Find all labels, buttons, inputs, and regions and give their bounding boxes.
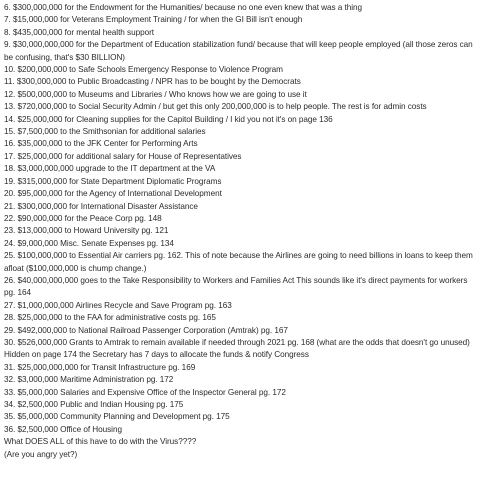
closing-aside <box>4 449 474 461</box>
item-10 <box>4 64 474 76</box>
item-29 <box>4 325 474 337</box>
item-30 <box>4 337 474 362</box>
item-22 <box>4 213 474 225</box>
item-34 <box>4 399 474 411</box>
item-text: (Are you angry yet?) <box>4 449 78 459</box>
item-text: 7. $15,000,000 for Veterans Employment Training / for when the GI Bill isn't enough <box>4 15 303 25</box>
item-36 <box>4 424 474 436</box>
item-33 <box>4 387 474 399</box>
item-text: 24. $9,000,000 Misc. Senate Expenses pg. 134 <box>4 238 174 248</box>
item-26 <box>4 275 474 300</box>
item-20 <box>4 188 474 200</box>
item-text: 26. $40,000,000,000 goes to the Take Responsibility to Workers and Families Act This sounds like it's direct payments for workers pg. 164 <box>4 275 468 298</box>
item-text: 15. $7,500,000 to the Smithsonian for additional salaries <box>4 127 206 137</box>
item-24 <box>4 238 474 250</box>
item-15 <box>4 126 474 138</box>
item-text: 18. $3,000,000,000 upgrade to the IT department at the VA <box>4 164 216 174</box>
item-8 <box>4 27 474 39</box>
item-text: 28. $25,000,000 to the FAA for administrative costs pg. 165 <box>4 313 216 323</box>
item-14 <box>4 114 474 126</box>
item-text: 8. $435,000,000 for mental health support <box>4 27 154 37</box>
item-31 <box>4 362 474 374</box>
item-6 <box>4 2 474 14</box>
item-28 <box>4 312 474 324</box>
item-text: 11. $300,000,000 to Public Broadcasting / NPR has to be bought by the Democrats <box>4 77 301 87</box>
item-text: 27. $1,000,000,000 Airlines Recycle and Save Program pg. 163 <box>4 300 232 310</box>
item-25 <box>4 250 474 275</box>
item-text: 36. $2,500,000 Office of Housing <box>4 424 122 434</box>
item-text: 12. $500,000,000 to Museums and Libraries / Who knows how we are going to use it <box>4 89 307 99</box>
item-9 <box>4 39 474 64</box>
item-11 <box>4 76 474 88</box>
item-text: 19. $315,000,000 for State Department Diplomatic Programs <box>4 176 222 186</box>
item-text: What DOES ALL of this have to do with the Virus???? <box>4 437 197 447</box>
item-text: 21. $300,000,000 for International Disaster Assistance <box>4 201 198 211</box>
item-19 <box>4 176 474 188</box>
item-16 <box>4 138 474 150</box>
item-text: 25. $100,000,000 to Essential Air carriers pg. 162. This of note because the Airlines are going to need billions in loans to keep them afloat ($100,000,000 is chump change.) <box>4 251 473 273</box>
item-text: 35. $5,000,000 Community Planning and Development pg. 175 <box>4 412 230 422</box>
item-text: 23. $13,000,000 to Howard University pg. 121 <box>4 226 169 236</box>
item-text: 30. $526,000,000 Grants to Amtrak to remain available if needed through 2021 pg. 168 (what are the odds that doesn't go unused) Hidden on page 174 the Secretary has 7 days to allocate the funds & notify Congress <box>4 337 470 360</box>
item-12 <box>4 89 474 101</box>
item-17 <box>4 151 474 163</box>
item-text: 34. $2,500,000 Public and Indian Housing pg. 175 <box>4 400 184 409</box>
item-text: 20. $95,000,000 for the Agency of International Development <box>4 189 222 199</box>
item-text: 29. $492,000,000 to National Railroad Passenger Corporation (Amtrak) pg. 167 <box>4 325 288 335</box>
closing-question <box>4 436 474 448</box>
item-text: 31. $25,000,000,000 for Transit Infrastructure pg. 169 <box>4 362 196 372</box>
item-text: 17. $25,000,000 for additional salary for House of Representatives <box>4 151 242 161</box>
item-7 <box>4 14 474 26</box>
item-18 <box>4 163 474 175</box>
item-text: 22. $90,000,000 for the Peace Corp pg. 148 <box>4 213 162 223</box>
item-13 <box>4 101 474 113</box>
item-text: 33. $5,000,000 Salaries and Expensive Office of the Inspector General pg. 172 <box>4 387 286 397</box>
item-text: 6. $300,000,000 for the Endowment for the Humanities/ because no one even knew that was a thing <box>4 3 363 12</box>
item-text: 9. $30,000,000,000 for the Department of Education stabilization fund/ because that will keep people employed (all those zeros can be confusing, that's $30 BILLION) <box>4 40 473 62</box>
document-text <box>4 2 474 461</box>
item-23 <box>4 225 474 237</box>
item-35 <box>4 411 474 423</box>
item-text: 32. $3,000,000 Maritime Administration pg. 172 <box>4 375 174 385</box>
item-text: 10. $200,000,000 to Safe Schools Emergency Response to Violence Program <box>4 65 283 75</box>
item-32 <box>4 374 474 386</box>
item-text: 13. $720,000,000 to Social Security Admin / but get this only 200,000,000 is to help people. The rest is for admin costs <box>4 102 427 112</box>
item-text: 14. $25,000,000 for Cleaning supplies for the Capitol Building / I kid you not it's on page 136 <box>4 114 333 124</box>
item-text: 16. $35,000,000 to the JFK Center for Performing Arts <box>4 139 198 149</box>
item-21 <box>4 201 474 213</box>
item-27 <box>4 300 474 312</box>
